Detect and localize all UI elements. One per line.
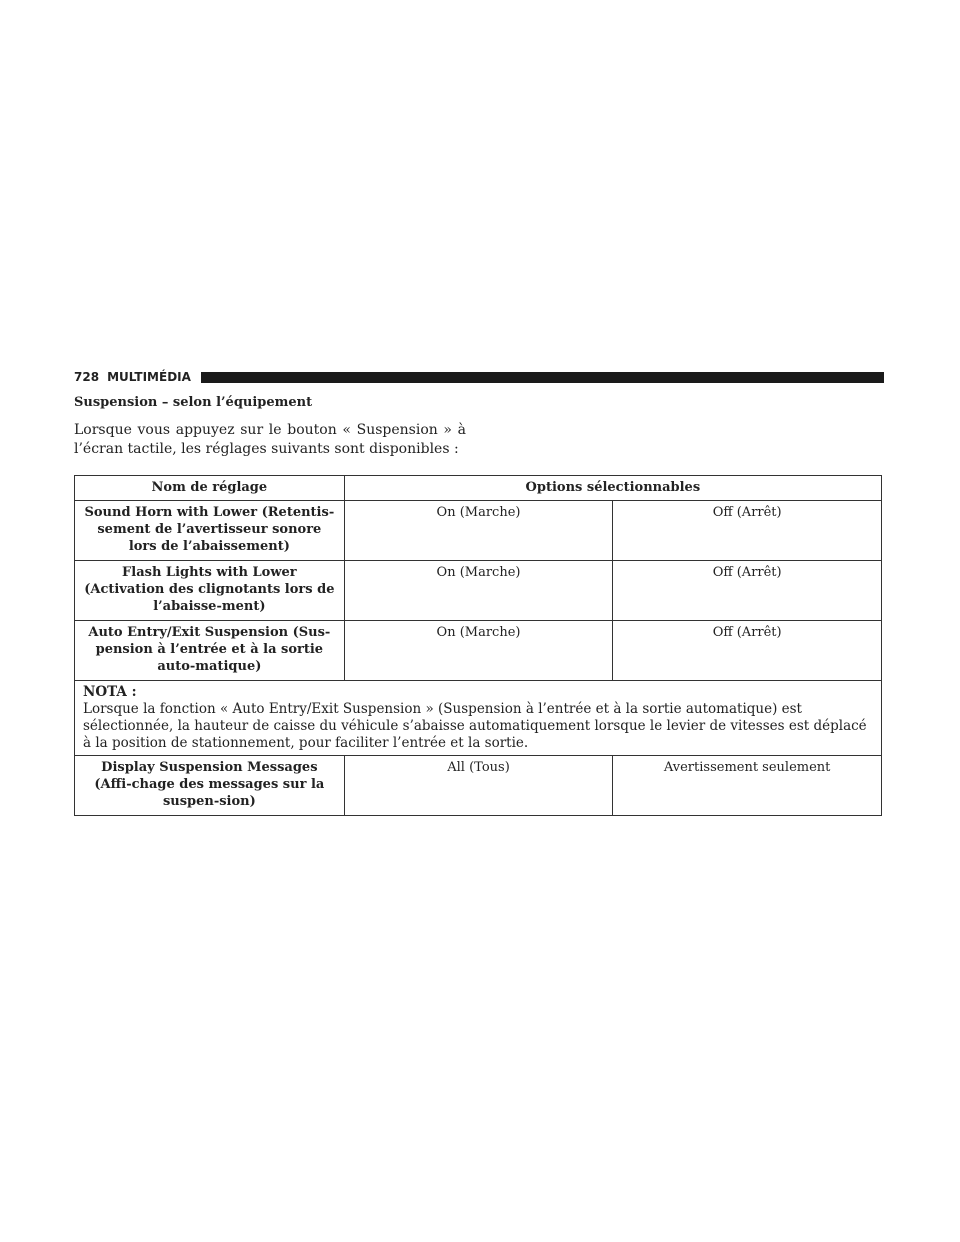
table-row: [75, 621, 882, 681]
option-cell: On (Marche): [344, 501, 613, 561]
note-cell: [75, 681, 882, 756]
note-text: Lorsque la fonction « Auto Entry/Exit Suspension » (Suspension à l’entrée et à la sortie automatique) est sélectionnée, la hauteur de caisse du véhicule s’abaisse automatiquement lorsque le levier de vitesses est déplacé à la position de stationnement, pour faciliter l’entrée et la sortie.: [83, 701, 867, 751]
subsection-title: Suspension – selon l’équipement: [74, 395, 313, 410]
setting-name: Flash Lights with Lower (Activation des clignotants lors de l’abaisse-ment): [75, 561, 345, 621]
table-row: [75, 501, 882, 561]
section-title: MULTIMÉDIA: [107, 370, 191, 384]
option-cell: Off (Arrêt): [613, 561, 882, 621]
header-rule: [201, 372, 884, 383]
note-label: NOTA :: [83, 684, 137, 700]
option-cell: All (Tous): [344, 756, 613, 816]
settings-table: [74, 475, 882, 816]
table-row: [75, 756, 882, 816]
option-cell: On (Marche): [344, 561, 613, 621]
intro-paragraph: Lorsque vous appuyez sur le bouton « Suspension » à l’écran tactile, les réglages suivants sont disponibles :: [74, 422, 466, 457]
note-row: [75, 681, 882, 756]
option-cell: Off (Arrêt): [613, 501, 882, 561]
setting-name: Auto Entry/Exit Suspension (Sus-pension à l’entrée et à la sortie auto-matique): [75, 621, 345, 681]
page-header: [74, 368, 884, 386]
setting-name: Display Suspension Messages (Affi-chage des messages sur la suspen-sion): [75, 756, 345, 816]
table-header-row: [75, 476, 882, 501]
table-row: [75, 561, 882, 621]
option-cell: On (Marche): [344, 621, 613, 681]
option-cell: Avertissement seulement: [613, 756, 882, 816]
page-number: 728: [74, 370, 100, 384]
option-cell: Off (Arrêt): [613, 621, 882, 681]
column-header-options: Options sélectionnables: [344, 476, 881, 501]
setting-name: Sound Horn with Lower (Retentis-sement de l’avertisseur sonore lors de l’abaissement): [75, 501, 345, 561]
column-header-setting: Nom de réglage: [75, 476, 345, 501]
